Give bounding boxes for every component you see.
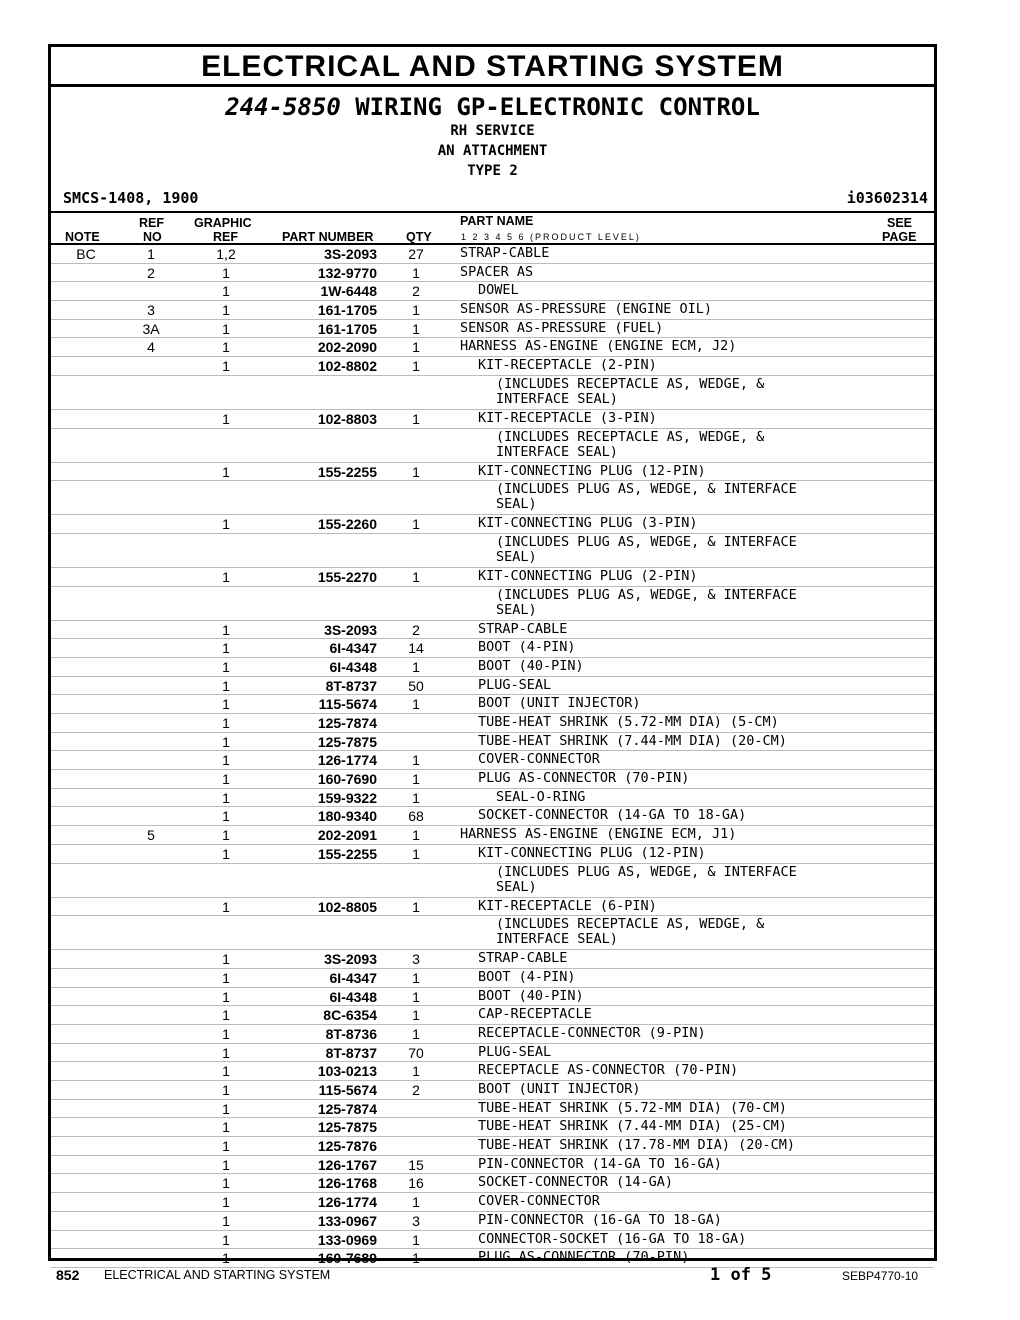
row-graphic-ref: 1 xyxy=(222,827,230,844)
row-graphic-ref: 1 xyxy=(222,898,230,915)
table-row xyxy=(51,916,934,950)
table-row xyxy=(51,282,934,301)
row-part-number: 161-1705 xyxy=(317,302,377,319)
row-part-number: 180-9340 xyxy=(317,808,377,825)
table-row xyxy=(51,568,934,587)
row-part-name: RECEPTACLE AS-CONNECTOR (70-PIN) xyxy=(478,1062,739,1079)
row-graphic-ref: 1 xyxy=(222,1156,230,1173)
row-part-number: 6I-4348 xyxy=(329,988,377,1005)
row-part-name: TUBE-HEAT SHRINK (5.72-MM DIA) (5-CM) xyxy=(478,714,779,730)
table-row xyxy=(51,1174,934,1193)
row-part-number: 125-7876 xyxy=(317,1138,377,1155)
row-part-name: KIT-CONNECTING PLUG (12-PIN) xyxy=(478,844,706,861)
row-graphic-ref: 1 xyxy=(222,568,230,585)
table-row xyxy=(51,1100,934,1119)
row-part-name: PLUG-SEAL xyxy=(478,676,552,693)
row-qty: 68 xyxy=(408,808,424,825)
table-row xyxy=(51,950,934,969)
row-graphic-ref: 1 xyxy=(222,1212,230,1229)
group-heading xyxy=(51,93,934,181)
header-see-2: PAGE xyxy=(882,230,917,244)
row-qty: 1 xyxy=(412,1250,420,1267)
row-part-name: BOOT (4-PIN) xyxy=(478,639,576,656)
row-qty: 1 xyxy=(412,358,420,375)
row-graphic-ref: 1 xyxy=(222,410,230,427)
row-graphic-ref: 1 xyxy=(222,621,230,638)
table-row xyxy=(51,1006,934,1025)
row-graphic-ref: 1 xyxy=(222,845,230,862)
row-graphic-ref: 1 xyxy=(222,988,230,1005)
row-part-name: DOWEL xyxy=(478,282,519,299)
row-part-name: (INCLUDES PLUG AS, WEDGE, & INTERFACE SEAL) xyxy=(496,586,797,618)
row-part-name: STRAP-CABLE xyxy=(460,245,550,261)
table-row xyxy=(51,1212,934,1231)
row-qty: 1 xyxy=(412,339,420,356)
row-qty: 1 xyxy=(412,845,420,862)
table-row xyxy=(51,463,934,482)
row-qty: 1 xyxy=(412,302,420,319)
table-row xyxy=(51,338,934,357)
row-graphic-ref: 1 xyxy=(222,733,230,750)
row-qty: 3 xyxy=(412,1212,420,1229)
row-graphic-ref: 1 xyxy=(222,1119,230,1136)
header-ref-2: NO xyxy=(143,230,162,244)
row-part-number: 3S-2093 xyxy=(324,246,377,262)
row-part-name: KIT-RECEPTACLE (3-PIN) xyxy=(478,409,657,426)
row-qty: 1 xyxy=(412,696,420,713)
row-part-name: BOOT (4-PIN) xyxy=(478,968,576,985)
row-qty: 1 xyxy=(412,320,420,337)
table-row xyxy=(51,357,934,376)
row-graphic-ref: 1 xyxy=(222,808,230,825)
row-qty: 1 xyxy=(412,898,420,915)
row-graphic-ref: 1 xyxy=(222,640,230,657)
row-part-number: 159-9322 xyxy=(317,789,377,806)
header-see-1: SEE xyxy=(887,216,913,230)
parts-list-frame xyxy=(48,44,937,1267)
table-row xyxy=(51,898,934,917)
row-part-name: SENSOR AS-PRESSURE (ENGINE OIL) xyxy=(460,301,712,318)
row-part-name: STRAP-CABLE xyxy=(478,950,568,967)
group-part-number: 244-5850 xyxy=(225,93,341,121)
row-graphic-ref: 1 xyxy=(222,658,230,675)
row-part-name: CONNECTOR-SOCKET (16-GA TO 18-GA) xyxy=(478,1230,747,1247)
row-part-name: SOCKET-CONNECTOR (14-GA TO 18-GA) xyxy=(478,807,747,824)
table-row xyxy=(51,751,934,770)
table-row xyxy=(51,1118,934,1137)
row-part-number: 8T-8736 xyxy=(325,1025,377,1042)
table-row xyxy=(51,733,934,752)
row-part-name: KIT-CONNECTING PLUG (12-PIN) xyxy=(478,462,706,479)
row-part-name: PIN-CONNECTOR (14-GA TO 16-GA) xyxy=(478,1155,722,1172)
header-product-levels: 1 2 3 4 5 6 (PRODUCT LEVEL) xyxy=(461,232,641,242)
row-qty: 1 xyxy=(412,752,420,769)
row-graphic-ref: 1 xyxy=(222,789,230,806)
row-part-number: 125-7874 xyxy=(317,715,377,731)
row-part-number: 160-7690 xyxy=(317,771,377,788)
row-qty: 27 xyxy=(408,246,424,262)
parts-table-body xyxy=(51,245,934,1268)
table-row xyxy=(51,658,934,677)
table-row xyxy=(51,969,934,988)
row-part-number: 160-7689 xyxy=(317,1250,377,1267)
row-graphic-ref: 1 xyxy=(222,1082,230,1098)
page-title: ELECTRICAL AND STARTING SYSTEM xyxy=(201,50,784,83)
row-part-number: 1W-6448 xyxy=(320,283,377,300)
row-part-name: SEAL-O-RING xyxy=(496,788,586,805)
row-part-name: (INCLUDES RECEPTACLE AS, WEDGE, & INTERFACE SEAL) xyxy=(496,428,765,460)
row-part-number: 155-2260 xyxy=(317,516,377,533)
row-part-name: TUBE-HEAT SHRINK (7.44-MM DIA) (25-CM) xyxy=(478,1118,787,1135)
table-row xyxy=(51,1137,934,1156)
table-row xyxy=(51,429,934,463)
table-row xyxy=(51,320,934,339)
row-part-number: 126-1774 xyxy=(317,1194,377,1211)
row-part-name: COVER-CONNECTOR xyxy=(478,751,600,768)
row-qty: 1 xyxy=(412,969,420,986)
footer-sheet: 1 of 5 xyxy=(710,1265,772,1285)
row-part-number: 3S-2093 xyxy=(324,951,377,968)
row-part-name: PLUG AS-CONNECTOR (70-PIN) xyxy=(478,770,690,787)
header-graphic-2: REF xyxy=(213,230,238,244)
row-qty: 2 xyxy=(412,283,420,300)
row-part-number: 155-2270 xyxy=(317,568,377,585)
row-graphic-ref: 1 xyxy=(222,264,230,281)
row-part-number: 8T-8737 xyxy=(325,677,377,694)
group-name: WIRING GP-ELECTRONIC CONTROL xyxy=(355,93,760,121)
row-part-name: HARNESS AS-ENGINE (ENGINE ECM, J1) xyxy=(460,826,737,843)
table-row xyxy=(51,714,934,733)
row-graphic-ref: 1 xyxy=(222,1025,230,1042)
row-ref-no: 2 xyxy=(147,264,155,281)
row-part-number: 202-2091 xyxy=(317,827,377,844)
row-part-number: 155-2255 xyxy=(317,845,377,862)
row-part-name: PLUG-SEAL xyxy=(478,1043,552,1060)
group-subline: TYPE 2 xyxy=(467,163,518,179)
table-row xyxy=(51,1081,934,1100)
row-part-name: (INCLUDES RECEPTACLE AS, WEDGE, & INTERFACE SEAL) xyxy=(496,916,765,948)
row-part-name: BOOT (40-PIN) xyxy=(478,657,584,674)
row-part-number: 161-1705 xyxy=(317,320,377,337)
illustration-id: i03602314 xyxy=(846,189,928,207)
row-part-number: 103-0213 xyxy=(317,1063,377,1080)
row-qty: 1 xyxy=(412,789,420,806)
row-graphic-ref: 1 xyxy=(222,715,230,731)
row-qty: 1 xyxy=(412,568,420,585)
row-part-number: 115-5674 xyxy=(318,696,377,713)
row-part-name: TUBE-HEAT SHRINK (7.44-MM DIA) (20-CM) xyxy=(478,732,787,749)
row-graphic-ref: 1 xyxy=(222,1194,230,1211)
row-qty: 50 xyxy=(408,677,424,694)
row-graphic-ref: 1 xyxy=(222,969,230,986)
footer-page-number: 852 xyxy=(56,1267,80,1283)
row-part-number: 125-7875 xyxy=(317,733,377,750)
row-ref-no: 5 xyxy=(147,827,155,844)
table-row xyxy=(51,301,934,320)
row-part-number: 125-7875 xyxy=(317,1119,377,1136)
row-graphic-ref: 1 xyxy=(222,771,230,788)
table-row xyxy=(51,1062,934,1081)
row-part-number: 102-8803 xyxy=(317,410,377,427)
smcs-code: SMCS-1408, 1900 xyxy=(63,189,199,207)
row-qty: 2 xyxy=(412,1082,420,1098)
row-part-name: KIT-CONNECTING PLUG (2-PIN) xyxy=(478,567,698,584)
row-graphic-ref: 1 xyxy=(222,283,230,300)
group-subline: AN ATTACHMENT xyxy=(437,143,548,159)
table-row xyxy=(51,864,934,898)
row-qty: 1 xyxy=(412,827,420,844)
header-part-number: PART NUMBER xyxy=(282,230,374,244)
row-part-number: 8T-8737 xyxy=(325,1044,377,1061)
row-part-name: STRAP-CABLE xyxy=(478,620,568,637)
footer-section: ELECTRICAL AND STARTING SYSTEM xyxy=(104,1268,331,1282)
row-graphic-ref: 1 xyxy=(222,696,230,713)
table-row xyxy=(51,639,934,658)
row-graphic-ref: 1 xyxy=(222,1250,230,1267)
row-part-name: KIT-RECEPTACLE (6-PIN) xyxy=(478,897,657,914)
page-title-bar xyxy=(51,47,934,87)
header-ref-1: REF xyxy=(139,216,164,230)
page-footer xyxy=(0,1265,1020,1289)
header-note: NOTE xyxy=(65,230,100,244)
row-ref-no: 3A xyxy=(142,320,160,337)
row-part-number: 6I-4347 xyxy=(329,640,377,657)
row-ref-no: 1 xyxy=(147,246,155,262)
row-part-number: 126-1768 xyxy=(317,1175,377,1192)
row-part-number: 126-1774 xyxy=(317,752,377,769)
row-note: BC xyxy=(76,246,96,262)
row-qty: 1 xyxy=(412,410,420,427)
row-graphic-ref: 1 xyxy=(222,1175,230,1192)
row-graphic-ref: 1 xyxy=(222,463,230,480)
row-ref-no: 3 xyxy=(147,302,155,319)
row-part-number: 126-1767 xyxy=(317,1156,377,1173)
row-graphic-ref: 1 xyxy=(222,1044,230,1061)
row-part-name: BOOT (UNIT INJECTOR) xyxy=(478,695,641,712)
table-row xyxy=(51,376,934,410)
row-graphic-ref: 1 xyxy=(222,752,230,769)
row-graphic-ref: 1 xyxy=(222,302,230,319)
table-row xyxy=(51,410,934,429)
table-row xyxy=(51,1193,934,1212)
row-graphic-ref: 1 xyxy=(222,358,230,375)
row-part-name: SPACER AS xyxy=(460,263,534,280)
table-row xyxy=(51,695,934,714)
row-part-name: SENSOR AS-PRESSURE (FUEL) xyxy=(460,319,664,336)
row-part-name: BOOT (UNIT INJECTOR) xyxy=(478,1081,641,1097)
table-row xyxy=(51,826,934,845)
row-part-name: (INCLUDES PLUG AS, WEDGE, & INTERFACE SEAL) xyxy=(496,533,797,565)
table-row xyxy=(51,481,934,515)
row-qty: 1 xyxy=(412,1231,420,1248)
table-row xyxy=(51,621,934,640)
row-graphic-ref: 1 xyxy=(222,1138,230,1155)
row-part-name: (INCLUDES RECEPTACLE AS, WEDGE, & INTERFACE SEAL) xyxy=(496,375,765,407)
table-row xyxy=(51,789,934,808)
row-qty: 70 xyxy=(408,1044,424,1061)
row-part-name: PIN-CONNECTOR (16-GA TO 18-GA) xyxy=(478,1211,722,1228)
row-graphic-ref: 1 xyxy=(222,1007,230,1024)
row-graphic-ref: 1,2 xyxy=(216,246,236,262)
row-part-name: (INCLUDES PLUG AS, WEDGE, & INTERFACE SEAL) xyxy=(496,481,797,513)
row-part-name: TUBE-HEAT SHRINK (5.72-MM DIA) (70-CM) xyxy=(478,1099,787,1116)
table-row xyxy=(51,988,934,1007)
row-qty: 1 xyxy=(412,516,420,533)
row-graphic-ref: 1 xyxy=(222,1231,230,1248)
group-title xyxy=(51,93,934,121)
header-part-name: PART NAME xyxy=(460,214,534,228)
row-graphic-ref: 1 xyxy=(222,951,230,968)
row-qty: 1 xyxy=(412,771,420,788)
row-graphic-ref: 1 xyxy=(222,677,230,694)
row-part-name: COVER-CONNECTOR xyxy=(478,1193,600,1210)
table-row xyxy=(51,534,934,568)
footer-doc-id: SEBP4770-10 xyxy=(842,1269,919,1283)
row-part-number: 115-5674 xyxy=(318,1082,377,1098)
row-qty: 1 xyxy=(412,988,420,1005)
table-row xyxy=(51,845,934,864)
table-row xyxy=(51,515,934,534)
row-part-name: KIT-RECEPTACLE (2-PIN) xyxy=(478,357,657,374)
table-row xyxy=(51,1025,934,1044)
row-part-name: BOOT (40-PIN) xyxy=(478,987,584,1004)
row-qty: 1 xyxy=(412,1194,420,1211)
row-part-name: HARNESS AS-ENGINE (ENGINE ECM, J2) xyxy=(460,338,737,355)
row-part-number: 8C-6354 xyxy=(323,1007,377,1024)
row-graphic-ref: 1 xyxy=(222,339,230,356)
row-graphic-ref: 1 xyxy=(222,1063,230,1080)
group-subline: RH SERVICE xyxy=(450,123,535,139)
row-qty: 2 xyxy=(412,621,420,638)
row-qty: 1 xyxy=(412,1007,420,1024)
table-row xyxy=(51,770,934,789)
table-row xyxy=(51,1231,934,1250)
row-qty: 15 xyxy=(408,1156,424,1173)
table-row xyxy=(51,807,934,826)
row-part-number: 6I-4348 xyxy=(329,658,377,675)
row-part-number: 3S-2093 xyxy=(324,621,377,638)
row-part-name: RECEPTACLE-CONNECTOR (9-PIN) xyxy=(478,1024,706,1041)
row-part-name: SOCKET-CONNECTOR (14-GA) xyxy=(478,1174,674,1191)
row-part-name: PLUG AS-CONNECTOR (70-PIN) xyxy=(478,1249,690,1266)
table-row xyxy=(51,1044,934,1063)
row-graphic-ref: 1 xyxy=(222,320,230,337)
row-qty: 1 xyxy=(412,658,420,675)
row-graphic-ref: 1 xyxy=(222,516,230,533)
row-qty: 1 xyxy=(412,1063,420,1080)
row-qty: 1 xyxy=(412,1025,420,1042)
row-part-name: CAP-RECEPTACLE xyxy=(478,1006,592,1023)
row-qty: 14 xyxy=(408,640,424,657)
row-part-number: 132-9770 xyxy=(317,264,377,281)
header-qty: QTY xyxy=(406,230,432,244)
row-part-name: (INCLUDES PLUG AS, WEDGE, & INTERFACE SEAL) xyxy=(496,863,797,895)
row-part-number: 133-0969 xyxy=(317,1231,377,1248)
table-row xyxy=(51,264,934,283)
row-qty: 16 xyxy=(408,1175,424,1192)
smcs-row xyxy=(51,185,934,213)
table-header xyxy=(51,213,934,245)
row-part-number: 133-0967 xyxy=(317,1212,377,1229)
table-row xyxy=(51,677,934,696)
row-part-number: 155-2255 xyxy=(317,463,377,480)
row-part-name: KIT-CONNECTING PLUG (3-PIN) xyxy=(478,515,698,532)
row-qty: 3 xyxy=(412,951,420,968)
row-part-name: TUBE-HEAT SHRINK (17.78-MM DIA) (20-CM) xyxy=(478,1137,795,1154)
row-qty: 1 xyxy=(412,264,420,281)
row-part-number: 125-7874 xyxy=(317,1100,377,1117)
table-row xyxy=(51,587,934,621)
row-part-number: 202-2090 xyxy=(317,339,377,356)
row-ref-no: 4 xyxy=(147,339,155,356)
row-part-number: 6I-4347 xyxy=(329,969,377,986)
row-part-number: 102-8805 xyxy=(317,898,377,915)
header-graphic-1: GRAPHIC xyxy=(194,216,252,230)
row-graphic-ref: 1 xyxy=(222,1100,230,1117)
table-row xyxy=(51,1156,934,1175)
table-row xyxy=(51,245,934,264)
row-part-number: 102-8802 xyxy=(317,358,377,375)
row-qty: 1 xyxy=(412,463,420,480)
